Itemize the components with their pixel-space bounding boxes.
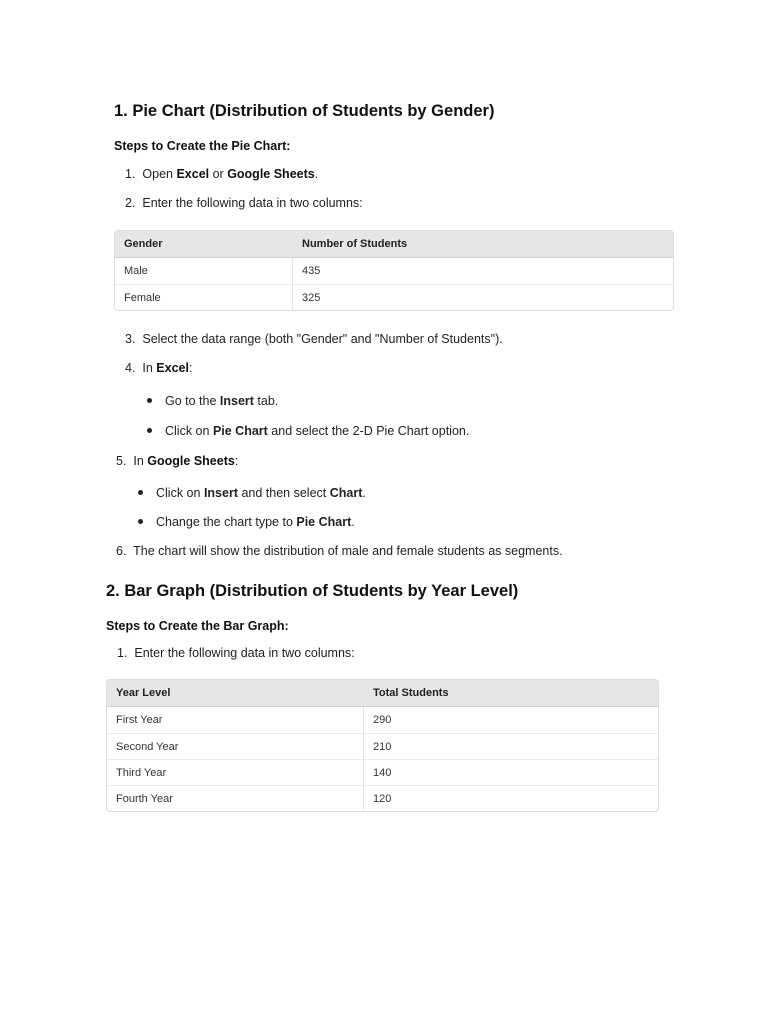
bullet-text: .: [362, 486, 366, 500]
gender-table: [114, 230, 674, 311]
step-number: 5.: [116, 454, 127, 468]
bullet-item: [138, 485, 366, 501]
bullet-icon: [147, 428, 152, 433]
step-6: [116, 543, 563, 559]
bullet-bold-text: Insert: [219, 394, 254, 408]
bullet-item: [147, 393, 278, 409]
step-text: In: [142, 361, 157, 375]
steps-heading: Steps to Create the Bar Graph:: [106, 619, 289, 633]
bullet-text: Click on: [165, 424, 213, 438]
table-cell: 210: [363, 733, 658, 759]
step-text: .: [314, 167, 319, 181]
bullet-text: and select the 2-D Pie Chart option.: [267, 424, 470, 438]
bullet-item: [138, 514, 355, 530]
table-row: [115, 284, 673, 310]
bullet-bold-text: Pie Chart: [296, 515, 352, 529]
bullet-icon: [138, 490, 143, 495]
bullet-item: [147, 423, 469, 439]
bullet-text: .: [351, 515, 355, 529]
step-3: [125, 331, 503, 347]
steps-heading: Steps to Create the Pie Chart:: [114, 139, 291, 153]
step-4: [125, 360, 192, 376]
bullet-text: Change the chart type to: [156, 515, 297, 529]
section-title: 2. Bar Graph (Distribution of Students by Year Level): [106, 582, 519, 600]
step-text: Select the data range (both "Gender" and "Number of Students").: [142, 332, 503, 346]
table-cell: Second Year: [107, 733, 363, 759]
step-text: :: [188, 361, 193, 375]
bullet-bold-text: Insert: [203, 486, 238, 500]
step-text: :: [234, 454, 239, 468]
bullet-text: Go to the: [165, 394, 220, 408]
table-cell: 140: [363, 759, 658, 785]
step-number: 1.: [125, 167, 136, 181]
table-header-row: [115, 231, 673, 258]
table-cell: Fourth Year: [107, 785, 363, 811]
bullet-icon: [147, 398, 152, 403]
table-row: [107, 759, 658, 785]
step-number: 2.: [125, 196, 136, 210]
bullet-icon: [138, 519, 143, 524]
step-text: Open: [142, 167, 177, 181]
table-header-row: [107, 680, 658, 707]
table-cell: 290: [363, 707, 658, 733]
bullet-text: and then select: [237, 486, 330, 500]
step-text: Enter the following data in two columns:: [134, 646, 355, 660]
column-header: Total Students: [363, 680, 658, 707]
step-1: [117, 645, 355, 661]
step-text: or: [209, 167, 228, 181]
step-text: In: [133, 454, 148, 468]
step-number: 3.: [125, 332, 136, 346]
bullet-bold-text: Chart: [329, 486, 363, 500]
table-row: [115, 258, 673, 284]
column-header: Year Level: [107, 680, 363, 707]
step-5: [116, 453, 238, 469]
step-bold-text: Excel: [156, 361, 189, 375]
step-bold-text: Google Sheets: [227, 167, 315, 181]
step-text: Enter the following data in two columns:: [142, 196, 363, 210]
section-title: 1. Pie Chart (Distribution of Students by Gender): [114, 102, 495, 120]
bullet-text: tab.: [253, 394, 279, 408]
step-text: The chart will show the distribution of male and female students as segments.: [133, 544, 563, 558]
table-row: [107, 707, 658, 733]
column-header: Gender: [115, 231, 292, 258]
step-number: 1.: [117, 646, 128, 660]
table-cell: 325: [292, 284, 673, 310]
bullet-bold-text: Pie Chart: [212, 424, 268, 438]
step-number: 6.: [116, 544, 127, 558]
table-cell: 120: [363, 785, 658, 811]
table-cell: Female: [115, 284, 292, 310]
table-cell: Male: [124, 265, 148, 277]
table-row: [107, 785, 658, 811]
table-row: [107, 733, 658, 759]
step-2: [125, 195, 363, 211]
table-cell: Third Year: [107, 759, 363, 785]
step-bold-text: Excel: [176, 167, 210, 181]
year-level-table: [106, 679, 659, 812]
table-cell: First Year: [116, 714, 163, 726]
table-cell: 435: [292, 258, 673, 284]
step-bold-text: Google Sheets: [147, 454, 235, 468]
bullet-text: Click on: [156, 486, 204, 500]
step-number: 4.: [125, 361, 136, 375]
step-1: [125, 166, 318, 182]
column-header: Number of Students: [292, 231, 673, 258]
